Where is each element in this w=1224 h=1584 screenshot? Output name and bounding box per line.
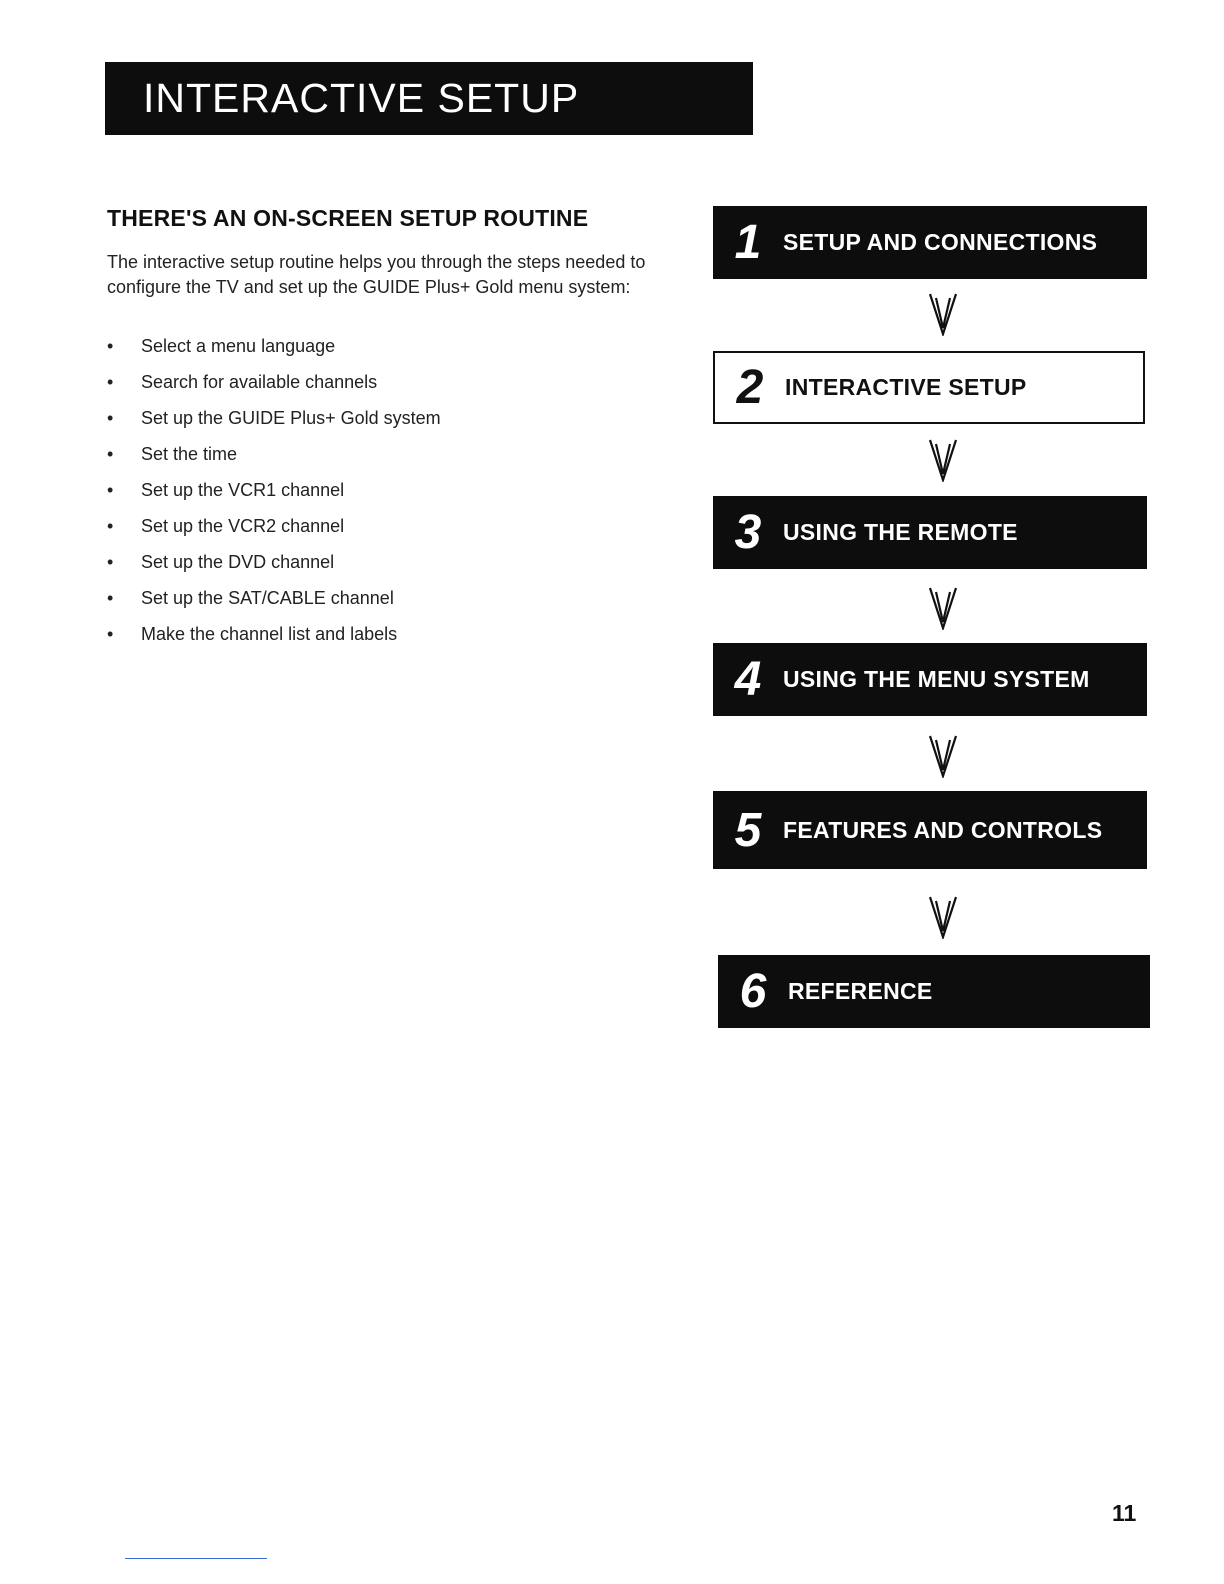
chapter-step-6: [718, 955, 1150, 1028]
list-item: [107, 333, 441, 369]
bullet-icon: •: [107, 552, 114, 572]
list-item-text: Set up the GUIDE Plus+ Gold system: [141, 408, 441, 428]
step-number: 2: [736, 361, 764, 414]
chapter-step-5: [713, 791, 1147, 869]
bullet-icon: •: [107, 444, 114, 464]
step-label: USING THE REMOTE: [783, 519, 1018, 545]
list-item: [107, 477, 441, 513]
list-item: [107, 585, 441, 621]
list-item-text: Set up the DVD channel: [141, 552, 335, 572]
step-number: 6: [739, 965, 767, 1018]
list-item-text: Search for available channels: [141, 372, 378, 392]
list-item-text: Set up the VCR2 channel: [141, 516, 345, 536]
bullet-icon: •: [107, 624, 114, 644]
page-number: 11: [1112, 1500, 1137, 1526]
list-item-text: Make the channel list and labels: [141, 624, 398, 644]
list-item-text: Set up the VCR1 channel: [141, 480, 345, 500]
step-label: SETUP AND CONNECTIONS: [783, 229, 1098, 255]
step-label: REFERENCE: [788, 978, 933, 1004]
step-label: USING THE MENU SYSTEM: [783, 666, 1090, 692]
down-arrow-icon: [928, 292, 958, 336]
chapter-step-2: [713, 351, 1145, 424]
page-title: INTERACTIVE SETUP: [143, 75, 580, 121]
down-arrow-icon: [928, 586, 958, 630]
chapter-step-4: [713, 643, 1147, 716]
list-item: [107, 405, 441, 441]
bullet-icon: •: [107, 480, 114, 500]
list-item: [107, 369, 441, 405]
list-item: [107, 513, 441, 549]
down-arrow-icon: [928, 438, 958, 482]
bullet-icon: •: [107, 408, 114, 428]
list-item-text: Select a menu language: [141, 336, 336, 356]
list-item-text: Set the time: [141, 444, 238, 464]
step-label: FEATURES AND CONTROLS: [783, 816, 1103, 843]
down-arrow-icon: [928, 734, 958, 778]
step-number: 4: [734, 653, 762, 706]
step-number: 3: [734, 506, 762, 559]
list-item: [107, 621, 441, 657]
down-arrow-icon: [928, 895, 958, 939]
footer-divider: [125, 1558, 267, 1559]
bullet-icon: •: [107, 372, 114, 392]
setup-steps-list: [107, 333, 441, 657]
list-item: [107, 549, 441, 585]
bullet-icon: •: [107, 336, 114, 356]
list-item: [107, 441, 441, 477]
chapter-step-3: [713, 496, 1147, 569]
bullet-icon: •: [107, 516, 114, 536]
list-item-text: Set up the SAT/CABLE channel: [141, 588, 394, 608]
chapter-step-1: [713, 206, 1147, 279]
step-number: 1: [734, 216, 762, 269]
step-label: INTERACTIVE SETUP: [785, 374, 1027, 400]
intro-paragraph: The interactive setup routine helps you through the steps needed to configure the TV and set up the GUIDE Plus+ Gold menu system:: [107, 252, 646, 297]
page-title-bar: [105, 62, 753, 135]
section-heading: THERE'S AN ON-SCREEN SETUP ROUTINE: [107, 205, 589, 231]
step-number: 5: [734, 803, 762, 857]
bullet-icon: •: [107, 588, 114, 608]
